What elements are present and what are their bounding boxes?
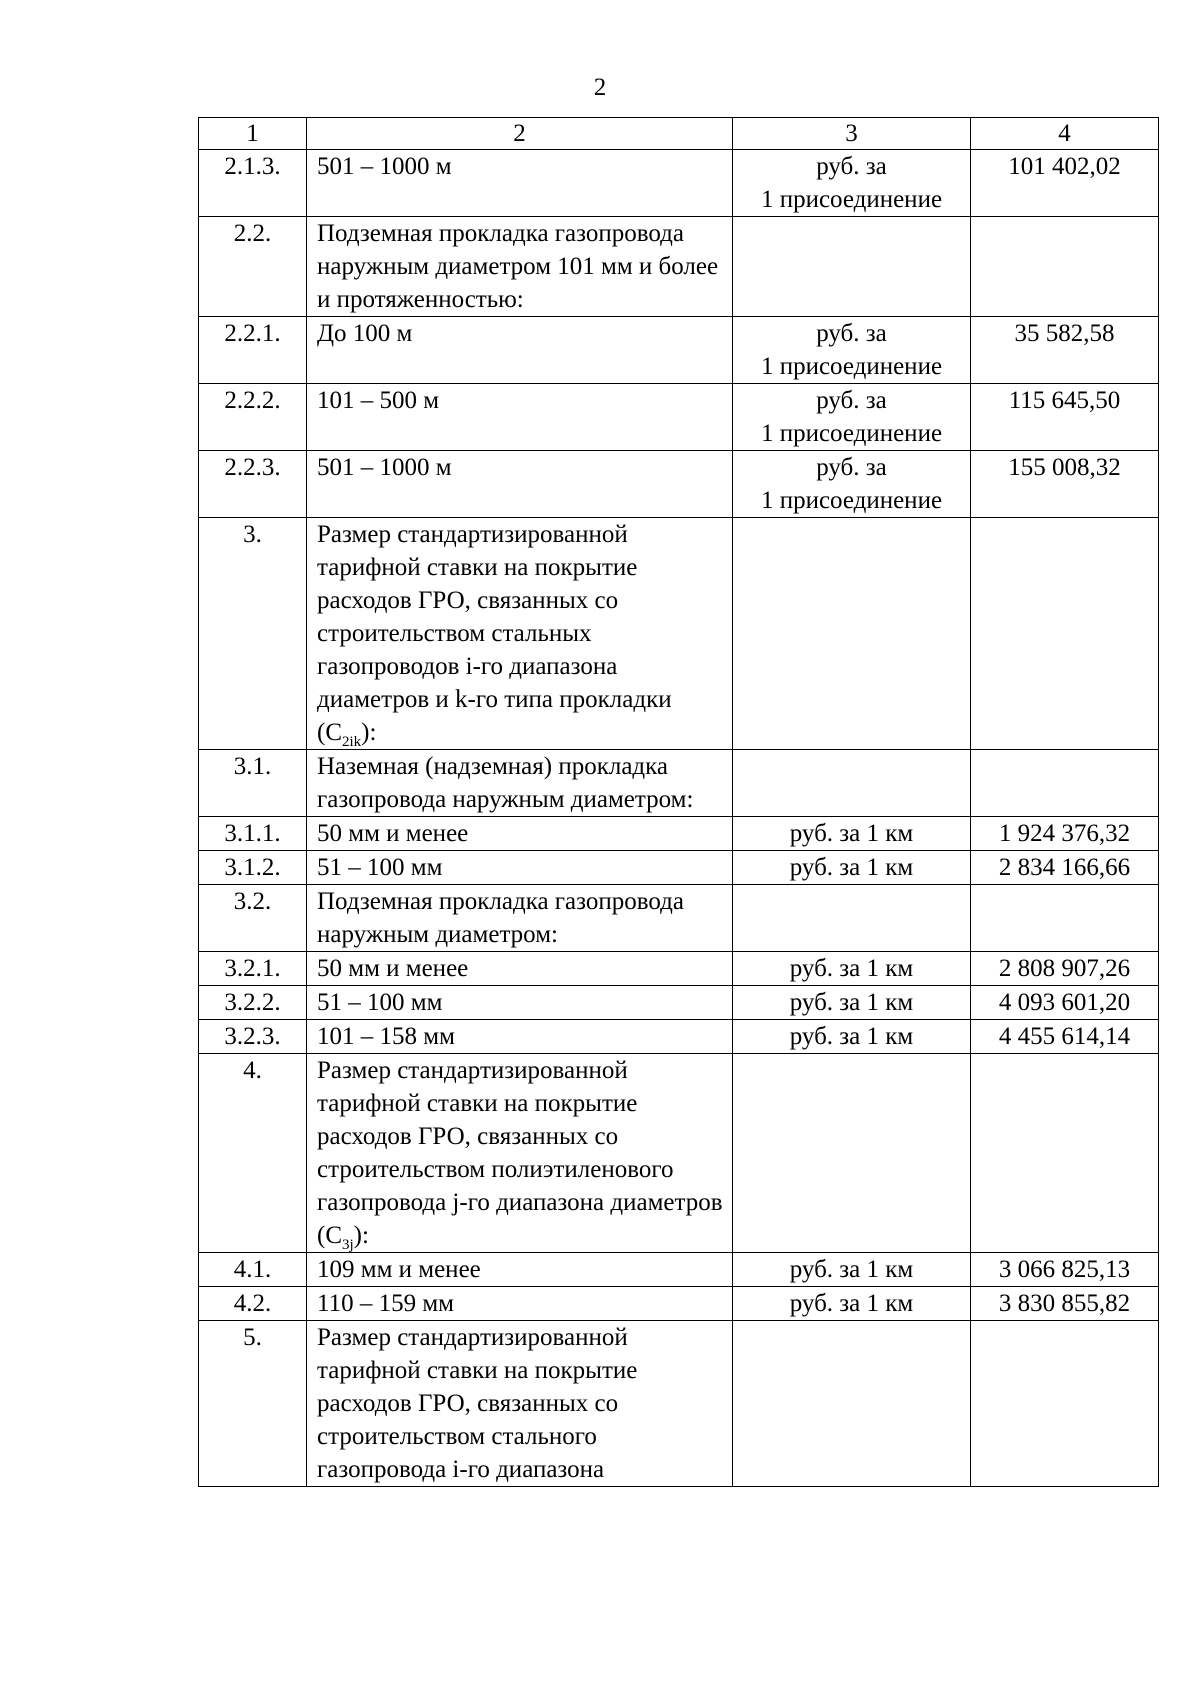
description-text: 101 – 158 мм (317, 1023, 455, 1050)
unit-line-1: руб. за 1 км (789, 989, 914, 1016)
row-number: 2.1.3. (199, 150, 307, 217)
description-text: До 100 м (317, 320, 413, 347)
unit-line-1: руб. за 1 км (789, 1023, 914, 1050)
table-row (199, 986, 1159, 1020)
row-value: 4 455 614,14 (971, 1020, 1159, 1054)
row-description (307, 885, 733, 952)
row-description (307, 451, 733, 518)
row-description (307, 217, 733, 317)
description-text: 109 мм и менее (317, 1256, 481, 1283)
row-description (307, 1287, 733, 1321)
description-text: 50 мм и менее (317, 820, 469, 847)
unit-line-2: 1 присоединение (760, 353, 943, 380)
table-row (199, 1287, 1159, 1321)
row-number: 3.2.3. (199, 1020, 307, 1054)
row-unit (733, 1321, 971, 1487)
description-text: 501 – 1000 м (317, 153, 452, 180)
row-value: 2 808 907,26 (971, 952, 1159, 986)
row-unit (733, 150, 971, 217)
column-header-2: 2 (307, 118, 733, 150)
row-value: 155 008,32 (971, 451, 1159, 518)
row-number: 3.1. (199, 750, 307, 817)
row-unit (733, 1054, 971, 1253)
table-row (199, 317, 1159, 384)
row-number: 2.2.3. (199, 451, 307, 518)
row-unit (733, 317, 971, 384)
description-text: Подземная прокладка газопровода наружным диаметром 101 мм и более и протяженностью: (317, 220, 719, 313)
description-tail: ): (353, 1222, 369, 1249)
row-number: 4.1. (199, 1253, 307, 1287)
unit-line-2: 1 присоединение (760, 420, 943, 447)
row-description (307, 986, 733, 1020)
row-unit (733, 851, 971, 885)
row-value (971, 1054, 1159, 1253)
table-row (199, 1020, 1159, 1054)
row-value (971, 518, 1159, 750)
unit-line-1: руб. за 1 км (789, 820, 914, 847)
unit-line-1: руб. за 1 км (789, 1256, 914, 1283)
row-unit (733, 1020, 971, 1054)
row-number: 3.2.1. (199, 952, 307, 986)
unit-line-1: руб. за (816, 454, 887, 481)
unit-line-1: руб. за (816, 320, 887, 347)
row-description (307, 150, 733, 217)
description-text: Размер стандартизированной тарифной ставки на покрытие расходов ГРО, связанных со строительством полиэтиленового газопровода j-го диапазона диаметров (C (317, 1057, 723, 1249)
description-text: Размер стандартизированной тарифной ставки на покрытие расходов ГРО, связанных со строительством стальных газопроводов i-го диапазона диаметров и k-го типа прокладки (C (317, 521, 672, 746)
row-number: 3.2. (199, 885, 307, 952)
description-tail: ): (361, 719, 377, 746)
table-row (199, 750, 1159, 817)
table-row (199, 150, 1159, 217)
row-description (307, 518, 733, 750)
row-value (971, 1321, 1159, 1487)
row-number: 3.1.2. (199, 851, 307, 885)
unit-line-2: 1 присоединение (760, 487, 943, 514)
row-number: 5. (199, 1321, 307, 1487)
table-row (199, 817, 1159, 851)
row-value: 2 834 166,66 (971, 851, 1159, 885)
table-row (199, 217, 1159, 317)
table-row (199, 1253, 1159, 1287)
row-description (307, 1020, 733, 1054)
description-subscript: 3j (342, 1237, 354, 1253)
page-number: 2 (593, 74, 607, 101)
description-text: Наземная (надземная) прокладка газопровода наружным диаметром: (317, 753, 694, 813)
description-text: 110 – 159 мм (317, 1290, 454, 1317)
table-row (199, 518, 1159, 750)
row-description (307, 851, 733, 885)
table-row (199, 952, 1159, 986)
row-description (307, 817, 733, 851)
description-text: 50 мм и менее (317, 955, 469, 982)
tariff-table (198, 117, 1159, 1487)
description-text: Подземная прокладка газопровода наружным диаметром: (317, 888, 684, 948)
description-text: Размер стандартизированной тарифной ставки на покрытие расходов ГРО, связанных со строительством стального газопровода i-го диапазона (317, 1324, 638, 1483)
table-header-row (199, 118, 1159, 150)
row-unit (733, 217, 971, 317)
row-number: 3. (199, 518, 307, 750)
row-unit (733, 518, 971, 750)
row-value: 4 093 601,20 (971, 986, 1159, 1020)
table-row (199, 384, 1159, 451)
row-number: 2.2.1. (199, 317, 307, 384)
row-unit (733, 1253, 971, 1287)
row-value (971, 750, 1159, 817)
description-subscript: 2ik (342, 734, 362, 750)
unit-line-1: руб. за 1 км (789, 854, 914, 881)
description-text: 51 – 100 мм (317, 989, 443, 1016)
row-value: 3 830 855,82 (971, 1287, 1159, 1321)
row-value (971, 885, 1159, 952)
unit-line-1: руб. за 1 км (789, 955, 914, 982)
table-row (199, 1054, 1159, 1253)
row-unit (733, 986, 971, 1020)
row-unit (733, 750, 971, 817)
unit-line-2: 1 присоединение (760, 186, 943, 213)
description-text: 101 – 500 м (317, 387, 440, 414)
row-value: 1 924 376,32 (971, 817, 1159, 851)
row-unit (733, 451, 971, 518)
row-number: 4.2. (199, 1287, 307, 1321)
row-number: 3.1.1. (199, 817, 307, 851)
row-unit (733, 885, 971, 952)
row-value: 35 582,58 (971, 317, 1159, 384)
row-description (307, 1253, 733, 1287)
table-row (199, 451, 1159, 518)
row-number: 4. (199, 1054, 307, 1253)
row-description (307, 1054, 733, 1253)
unit-line-1: руб. за (816, 387, 887, 414)
row-number: 3.2.2. (199, 986, 307, 1020)
row-number: 2.2.2. (199, 384, 307, 451)
column-header-3: 3 (733, 118, 971, 150)
row-description (307, 750, 733, 817)
table-row (199, 1321, 1159, 1487)
unit-line-1: руб. за (816, 153, 887, 180)
row-unit (733, 384, 971, 451)
row-unit (733, 817, 971, 851)
row-description (307, 1321, 733, 1487)
row-value: 3 066 825,13 (971, 1253, 1159, 1287)
row-value: 115 645,50 (971, 384, 1159, 451)
description-text: 501 – 1000 м (317, 454, 452, 481)
column-header-4: 4 (971, 118, 1159, 150)
row-description (307, 952, 733, 986)
table-row (199, 851, 1159, 885)
row-unit (733, 1287, 971, 1321)
unit-line-1: руб. за 1 км (789, 1290, 914, 1317)
table-body (199, 150, 1159, 1487)
description-text: 51 – 100 мм (317, 854, 443, 881)
row-unit (733, 952, 971, 986)
row-number: 2.2. (199, 217, 307, 317)
row-description (307, 317, 733, 384)
row-value (971, 217, 1159, 317)
row-value: 101 402,02 (971, 150, 1159, 217)
row-description (307, 384, 733, 451)
table-row (199, 885, 1159, 952)
column-header-1: 1 (199, 118, 307, 150)
